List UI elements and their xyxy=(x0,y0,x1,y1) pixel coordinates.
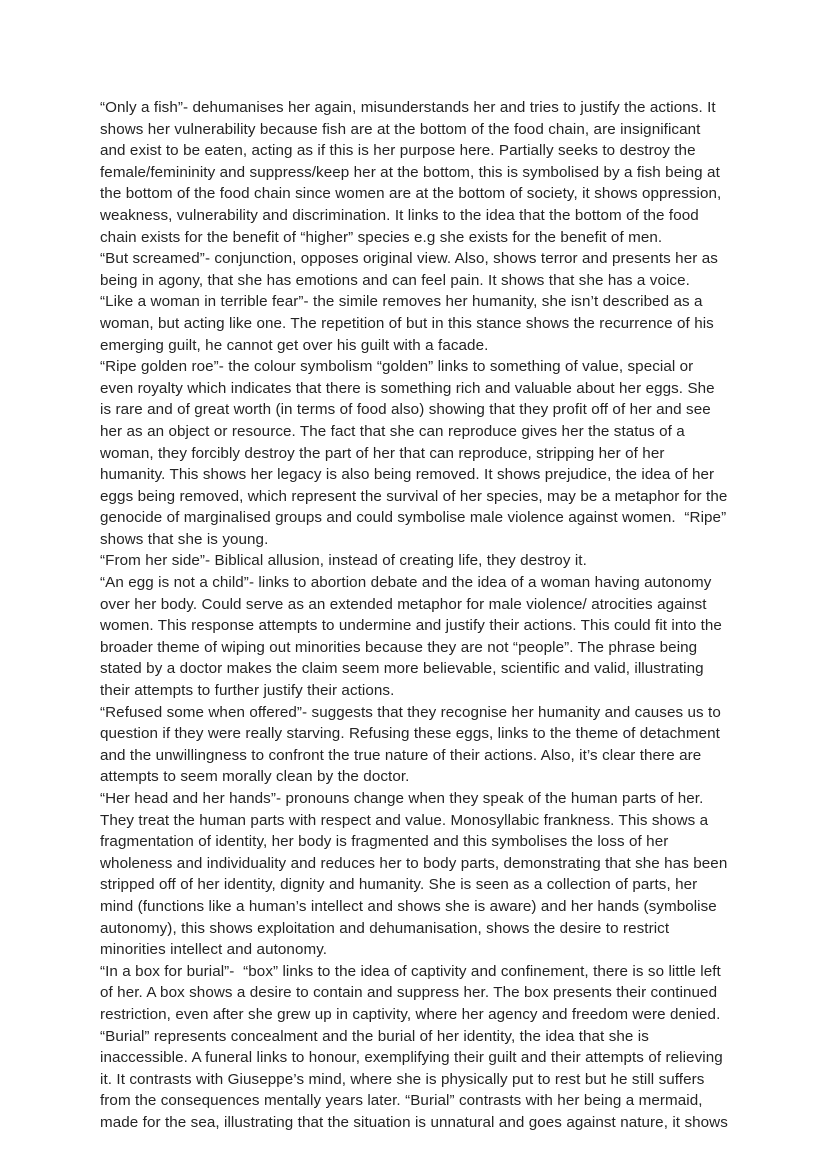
paragraph-an-egg-is-not-a-child: “An egg is not a child”- links to abortion debate and the idea of a woman having autonomy over her body. Could serve as an extended metaphor for male violence/ atrocities against women. This response attempts to undermine and justify their actions. This could fit into the broader theme of wiping out minorities because they are not “people”. The phrase being stated by a doctor makes the claim seem more believable, scientific and valid, illustrating their attempts to further justify their actions. xyxy=(100,574,727,700)
paragraph-but-screamed: “But screamed”- conjunction, opposes original view. Also, shows terror and presents her as being in agony, that she has emotions and can feel pain. It shows that she has a voice. xyxy=(100,250,723,289)
paragraph-ripe-golden-roe: “Ripe golden roe”- the colour symbolism “golden” links to something of value, special or even royalty which indicates that there is something rich and valuable about her eggs. She is rare and of great worth (in terms of food also) showing that they profit off of her and see her as an object or resource. The fact that she can reproduce gives her the status of a woman, they forcibly destroy the part of her that can reproduce, stripping her of her humanity. This shows her legacy is also being removed. It shows prejudice, the idea of her eggs being removed, which represent the survival of her species, may be a metaphor for the genocide of marginalised groups and could symbolise male violence against women. “Ripe” shows that she is young. xyxy=(100,358,732,548)
paragraph-in-a-box-for-burial: “In a box for burial”- “box” links to the idea of captivity and confinement, there is so little left of her. A box shows a desire to contain and suppress her. The box presents their continued restriction, even after she grew up in captivity, where her agency and freedom were denied. xyxy=(100,962,726,1023)
paragraph-only-a-fish: “Only a fish”- dehumanises her again, misunderstands her and tries to justify the actions. It shows her vulnerability because fish are at the bottom of the food chain, are insignificant and exist to be eaten, acting as if this is her purpose here. Partially seeks to destroy the female/femininity and suppress/keep her at the bottom, this is symbolised by a fish being at the bottom of the food chain since women are at the bottom of society, it shows oppression, weakness, vulnerability and discrimination. It links to the idea that the bottom of the food chain exists for the benefit of “higher” species e.g she exists for the benefit of men. xyxy=(100,99,726,246)
paragraph-from-her-side: “From her side”- Biblical allusion, instead of creating life, they destroy it. xyxy=(100,552,587,570)
document-text-body xyxy=(100,97,732,1134)
paragraph-burial: “Burial” represents concealment and the burial of her identity, the idea that she is inaccessible. A funeral links to honour, exemplifying their guilt and their attempts of relieving it. It contrasts with Giuseppe’s mind, where she is physically put to rest but he still suffers from the consequences mentally years later. “Burial” contrasts with her being a mermaid, made for the sea, illustrating that the situation is unnatural and goes against nature, it shows xyxy=(100,1027,728,1131)
paragraph-refused-some-when-offered: “Refused some when offered”- suggests that they recognise her humanity and causes us to question if they were really starving. Refusing these eggs, links to the theme of detachment and the unwillingness to confront the true nature of their actions. Also, it’s clear there are attempts to seem morally clean by the doctor. xyxy=(100,703,726,786)
paragraph-like-a-woman-in-terrible-fear: “Like a woman in terrible fear”- the simile removes her humanity, she isn’t described as a woman, but acting like one. The repetition of but in this stance shows the recurrence of his emerging guilt, he cannot get over his guilt with a facade. xyxy=(100,293,719,354)
paragraph-her-head-and-her-hands: “Her head and her hands”- pronouns change when they speak of the human parts of her. They treat the human parts with respect and value. Monosyllabic frankness. This shows a fragmentation of identity, her body is fragmented and this symbolises the loss of her wholeness and individuality and reduces her to body parts, demonstrating that she has been stripped off of her identity, dignity and humanity. She is seen as a collection of parts, her mind (functions like a human’s intellect and shows she is aware) and her hands (symbolise autonomy), this shows exploitation and dehumanisation, shows the desire to restrict minorities intellect and autonomy. xyxy=(100,790,732,959)
